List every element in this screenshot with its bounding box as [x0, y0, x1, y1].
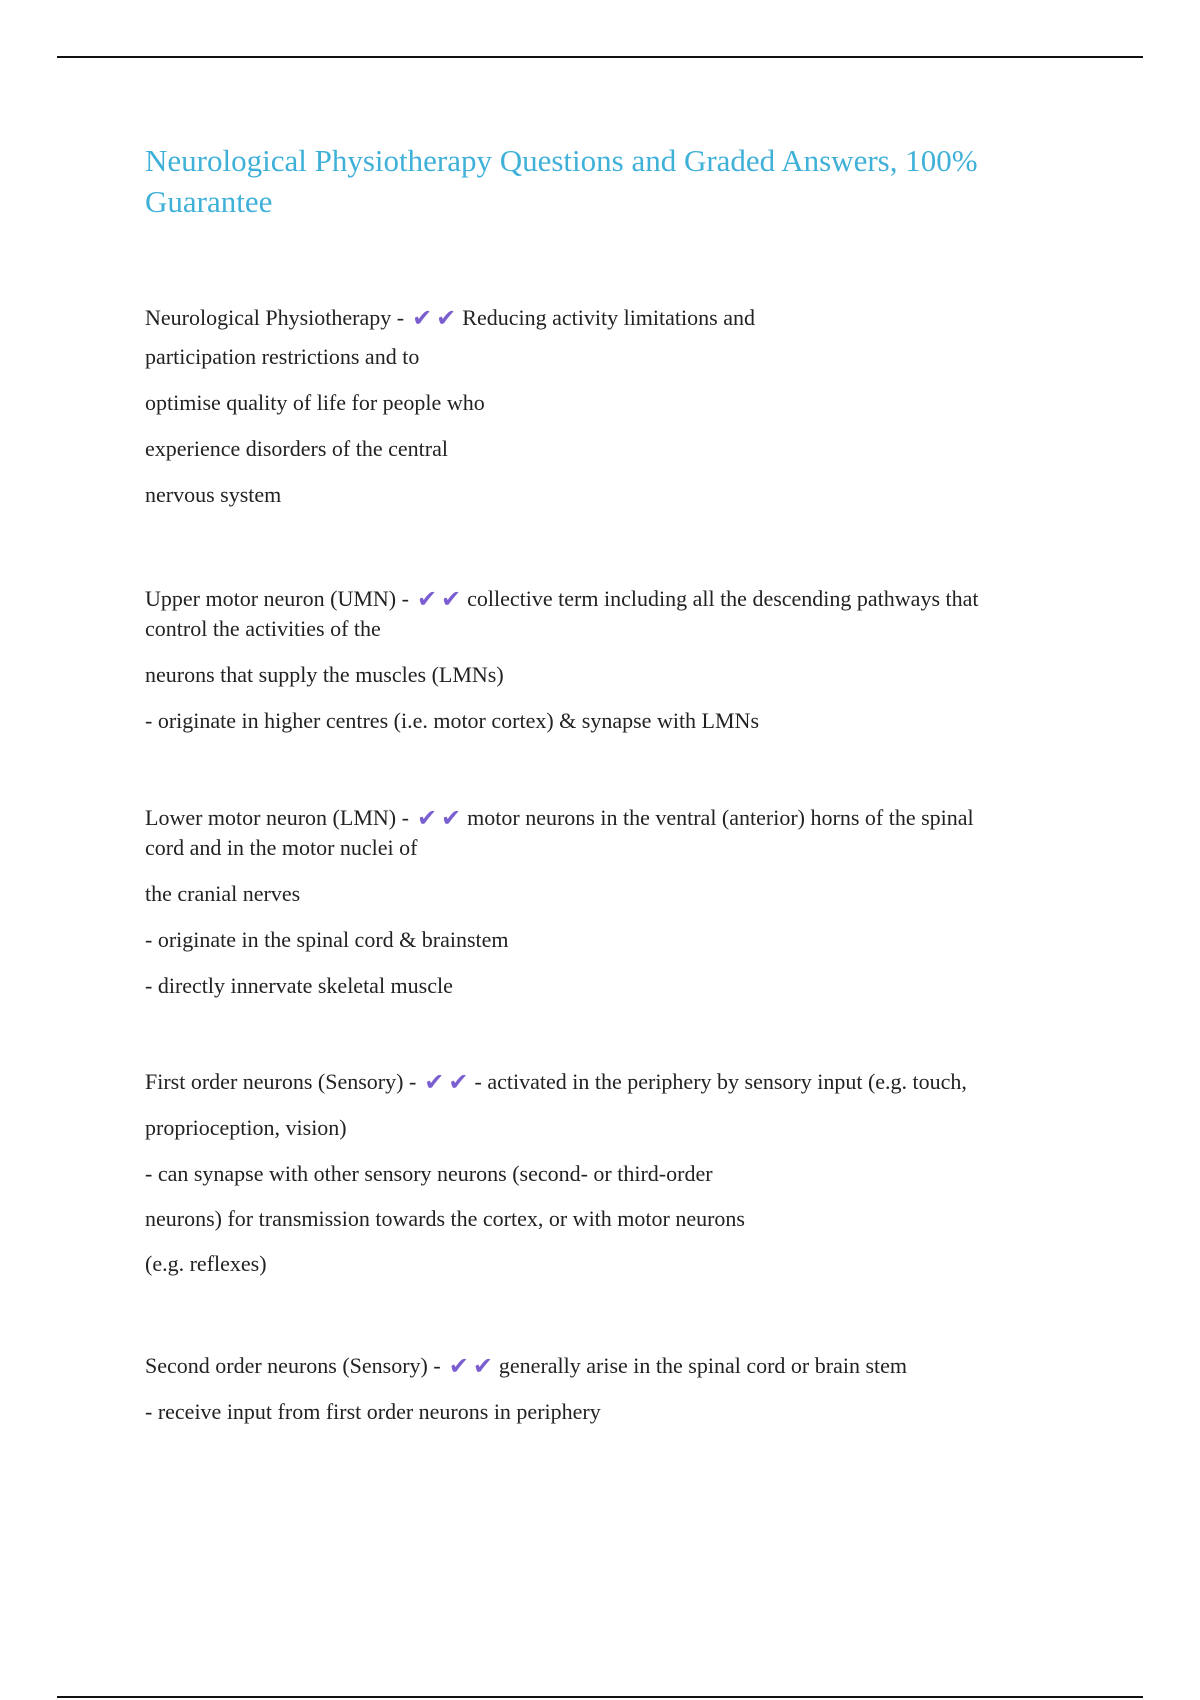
entry-answer-line: proprioception, vision)	[145, 1115, 347, 1140]
entry-answer-line: neurons) for transmission towards the cortex, or with motor neurons	[145, 1206, 745, 1231]
entry-answer-line: motor neurons in the ventral (anterior) horns of the spinal	[467, 805, 974, 830]
entry-term: Neurological Physiotherapy -	[145, 305, 405, 330]
entry-first-line	[145, 302, 1075, 334]
entry-answer-line: control the activities of the	[145, 616, 381, 641]
entry-first-line	[145, 803, 1075, 833]
header-rule	[57, 56, 1143, 58]
entry-answer-line: nervous system	[145, 482, 282, 507]
entry-answer-line: Reducing activity limitations and	[462, 305, 755, 330]
entry-answer-line: - directly innervate skeletal muscle	[145, 973, 453, 998]
entry-answer-line: collective term including all the descending pathways that	[467, 586, 979, 611]
entry-answer-line: - originate in the spinal cord & brainstem	[145, 927, 509, 952]
entry-term: First order neurons (Sensory) -	[145, 1069, 417, 1094]
check-mark-icon: ✔	[472, 1352, 493, 1380]
check-mark-icon: ✔	[436, 304, 457, 332]
qa-entry-upper-motor-neuron	[145, 584, 1075, 744]
answer-checks	[410, 305, 458, 330]
check-mark-icon: ✔	[441, 804, 462, 832]
check-mark-icon: ✔	[441, 585, 462, 613]
entry-answer-line: - activated in the periphery by sensory input (e.g. touch,	[474, 1069, 967, 1094]
entry-first-line	[145, 1059, 1075, 1105]
check-mark-icon: ✔	[448, 1352, 469, 1380]
check-mark-icon: ✔	[424, 1068, 445, 1096]
check-mark-icon: ✔	[416, 804, 438, 832]
answer-checks	[415, 586, 463, 611]
entry-answer-line: the cranial nerves	[145, 881, 301, 906]
check-mark-icon: ✔	[416, 585, 438, 613]
qa-entry-second-order-neurons	[145, 1343, 1075, 1435]
qa-entry-lower-motor-neuron	[145, 803, 1075, 1009]
document-title: Neurological Physiotherapy Questions and Graded Answers, 100% Guarantee	[145, 143, 978, 219]
entry-answer-line: neurons that supply the muscles (LMNs)	[145, 662, 504, 687]
entry-answer-line: - can synapse with other sensory neurons (second- or third-order	[145, 1161, 713, 1186]
answer-checks	[415, 805, 463, 830]
entry-answer-line: optimise quality of life for people who	[145, 390, 485, 415]
entry-answer-line: - originate in higher centres (i.e. motor cortex) & synapse with LMNs	[145, 708, 760, 733]
footer-rule	[57, 1696, 1143, 1698]
entry-first-line	[145, 584, 1075, 614]
check-mark-icon: ✔	[412, 304, 433, 332]
entry-answer-line: (e.g. reflexes)	[145, 1251, 267, 1276]
entry-term: Second order neurons (Sensory) -	[145, 1353, 441, 1378]
entry-term: Upper motor neuron (UMN) -	[145, 586, 409, 611]
entry-first-line	[145, 1343, 1075, 1389]
entry-term: Lower motor neuron (LMN) -	[145, 805, 409, 830]
answer-checks	[422, 1069, 470, 1094]
qa-entry-neurological-physiotherapy	[145, 302, 1075, 518]
qa-entry-first-order-neurons	[145, 1059, 1075, 1286]
check-mark-icon: ✔	[448, 1068, 469, 1096]
entry-answer-line: generally arise in the spinal cord or brain stem	[498, 1353, 908, 1378]
answer-checks	[447, 1353, 495, 1378]
entry-answer-line: cord and in the motor nuclei of	[145, 835, 418, 860]
entry-answer-line: experience disorders of the central	[145, 436, 448, 461]
entry-answer-line: participation restrictions and to	[145, 344, 420, 369]
entry-answer-line: - receive input from first order neurons in periphery	[145, 1399, 601, 1424]
